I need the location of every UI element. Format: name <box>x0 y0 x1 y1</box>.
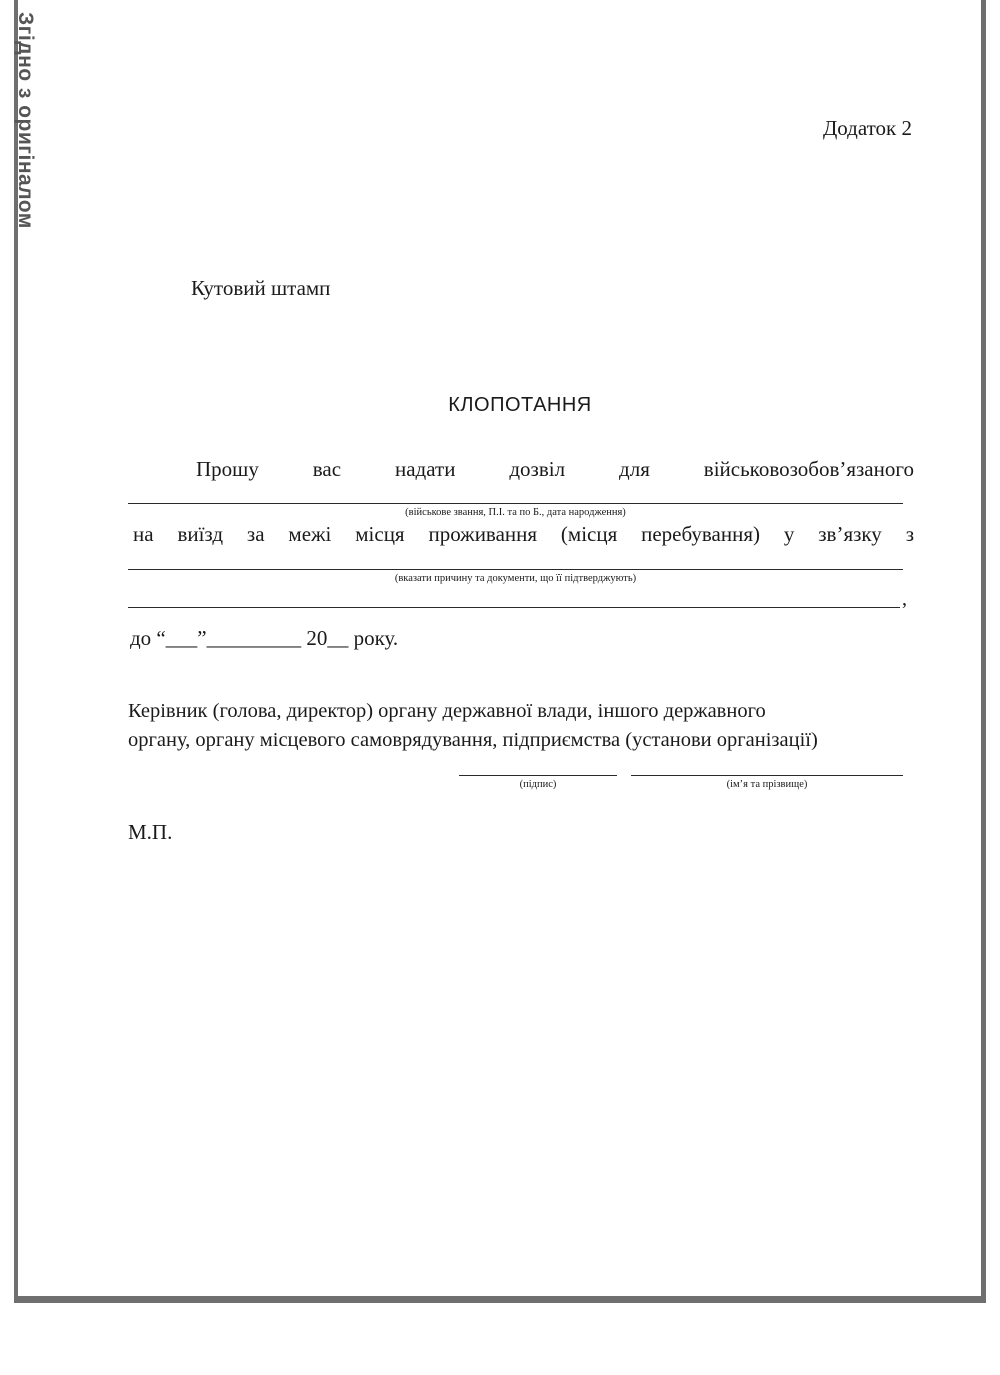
annex-label: Додаток 2 <box>822 116 912 140</box>
request-word: військовозобов’язаного <box>703 457 914 481</box>
reason-fill-line <box>128 569 903 570</box>
request-line-1 <box>196 457 914 482</box>
request-word: надати <box>395 457 456 481</box>
request-word: виїзд <box>177 522 224 546</box>
document-title: КЛОПОТАННЯ <box>448 394 592 416</box>
request-word: Прошу <box>196 457 259 481</box>
request-word: дозвіл <box>509 457 566 481</box>
seal-place-label: М.П. <box>128 820 173 844</box>
request-word: межі <box>288 522 332 546</box>
request-word: у <box>783 522 795 546</box>
request-word: зв’язку <box>818 522 882 546</box>
document-page <box>14 0 986 1303</box>
reason-fill-line-2 <box>128 607 900 608</box>
head-title-line-2: органу, органу місцевого самоврядування, підприємства (установи організації) <box>128 729 818 751</box>
request-word: проживання <box>428 522 538 546</box>
request-word: на <box>133 522 154 546</box>
comma-mark: , <box>902 588 907 610</box>
name-hint: (ім’я та прізвище) <box>726 779 808 790</box>
request-word: з <box>905 522 914 546</box>
person-hint: (військове звання, П.І. та по Б., дата народження) <box>405 507 626 518</box>
name-fill-line <box>631 775 903 776</box>
request-word: (місця <box>560 522 618 546</box>
deadline-line: до “___”_________ 20__ року. <box>130 626 399 650</box>
request-word: перебування) <box>641 522 760 546</box>
signature-hint: (підпис) <box>519 779 557 790</box>
signature-fill-line <box>459 775 617 776</box>
request-word: місця <box>355 522 405 546</box>
request-line-2 <box>133 522 914 547</box>
corner-stamp-label: Кутовий штамп <box>191 276 331 300</box>
request-word: вас <box>312 457 342 481</box>
reason-hint: (вказати причину та документи, що її підтверджують) <box>394 573 637 584</box>
certification-note: Згідно з оригіналом <box>14 12 37 229</box>
head-title-line-1: Керівник (голова, директор) органу державної влади, іншого державного <box>128 700 766 722</box>
request-word: за <box>246 522 265 546</box>
request-word: для <box>619 457 650 481</box>
person-fill-line <box>128 503 903 504</box>
